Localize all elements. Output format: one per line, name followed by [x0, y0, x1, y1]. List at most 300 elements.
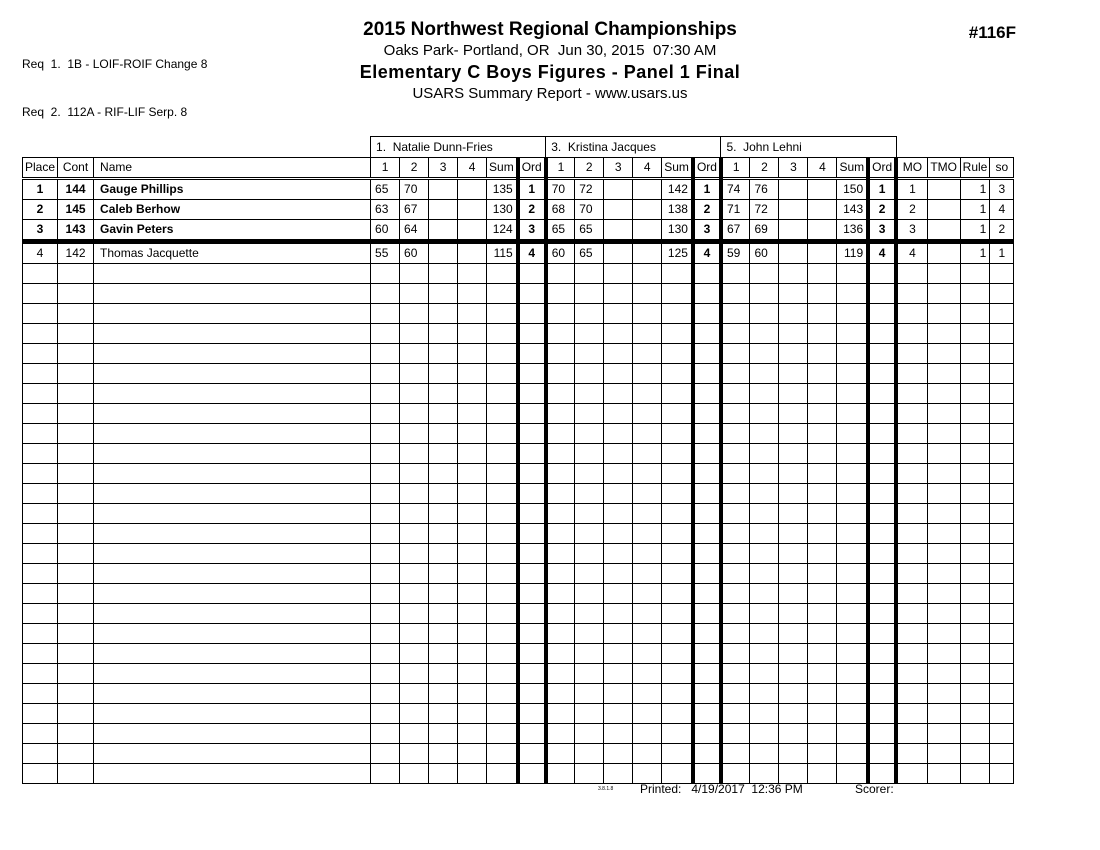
- cont-cell: 144: [58, 179, 94, 200]
- empty-cell: [837, 664, 868, 684]
- empty-cell: [693, 744, 721, 764]
- empty-cell: [58, 744, 94, 764]
- empty-cell: [518, 524, 546, 544]
- empty-cell: [693, 604, 721, 624]
- empty-cell: [808, 264, 837, 284]
- empty-cell: [750, 304, 779, 324]
- empty-cell: [960, 624, 990, 644]
- empty-cell: [662, 424, 693, 444]
- empty-cell: [868, 264, 896, 284]
- empty-cell: [429, 544, 458, 564]
- empty-cell: [94, 624, 371, 644]
- empty-cell: [896, 264, 927, 284]
- col-header: 4: [458, 158, 487, 179]
- empty-cell: [750, 404, 779, 424]
- empty-cell: [721, 664, 750, 684]
- empty-cell: [575, 664, 604, 684]
- score-cell: [458, 220, 487, 242]
- ord-cell: 1: [693, 179, 721, 200]
- empty-cell: [518, 324, 546, 344]
- col-header: 2: [750, 158, 779, 179]
- empty-cell: [779, 584, 808, 604]
- empty-cell: [458, 724, 487, 744]
- empty-cell: [779, 404, 808, 424]
- empty-cell: [837, 284, 868, 304]
- empty-cell: [693, 544, 721, 564]
- empty-cell: [58, 384, 94, 404]
- empty-cell: [546, 344, 575, 364]
- empty-cell: [518, 644, 546, 664]
- judge-header: 1. Natalie Dunn-Fries: [371, 137, 546, 158]
- empty-cell: [429, 704, 458, 724]
- empty-cell: [693, 684, 721, 704]
- empty-cell: [487, 764, 518, 784]
- empty-cell: [58, 644, 94, 664]
- empty-cell: [633, 464, 662, 484]
- empty-cell: [429, 404, 458, 424]
- empty-cell: [960, 264, 990, 284]
- empty-cell: [633, 604, 662, 624]
- empty-cell: [23, 504, 58, 524]
- col-header: 4: [808, 158, 837, 179]
- score-cell: 55: [371, 242, 400, 264]
- empty-cell: [429, 624, 458, 644]
- empty-cell: [58, 604, 94, 624]
- score-cell: 60: [371, 220, 400, 242]
- empty-cell: [837, 704, 868, 724]
- empty-cell: [808, 724, 837, 744]
- empty-cell: [94, 344, 371, 364]
- empty-cell: [487, 484, 518, 504]
- empty-cell: [575, 504, 604, 524]
- empty-cell: [693, 644, 721, 664]
- empty-cell: [837, 604, 868, 624]
- empty-cell: [58, 684, 94, 704]
- so-cell: 3: [990, 179, 1014, 200]
- empty-cell: [808, 564, 837, 584]
- empty-cell: [487, 384, 518, 404]
- empty-cell: [633, 444, 662, 464]
- empty-cell: [960, 644, 990, 664]
- empty-cell: [604, 744, 633, 764]
- empty-cell: [518, 664, 546, 684]
- empty-cell: [487, 304, 518, 324]
- empty-cell: [868, 504, 896, 524]
- empty-cell: [960, 604, 990, 624]
- empty-cell: [458, 764, 487, 784]
- score-cell: [808, 200, 837, 220]
- score-cell: 63: [371, 200, 400, 220]
- empty-cell: [518, 764, 546, 784]
- empty-cell: [58, 484, 94, 504]
- empty-cell: [808, 444, 837, 464]
- empty-cell: [400, 484, 429, 504]
- empty-cell: [721, 584, 750, 604]
- empty-cell: [633, 264, 662, 284]
- empty-cell: [960, 524, 990, 544]
- empty-cell: [23, 444, 58, 464]
- empty-cell: [927, 264, 960, 284]
- scorer-label: Scorer:: [855, 782, 894, 796]
- empty-cell: [604, 424, 633, 444]
- empty-cell: [927, 624, 960, 644]
- judge-row-spacer-left: [23, 137, 371, 158]
- sum-cell: 130: [662, 220, 693, 242]
- so-cell: 2: [990, 220, 1014, 242]
- score-cell: 64: [400, 220, 429, 242]
- empty-cell: [896, 724, 927, 744]
- empty-cell: [750, 324, 779, 344]
- score-cell: 71: [721, 200, 750, 220]
- empty-cell: [808, 344, 837, 364]
- empty-cell: [58, 464, 94, 484]
- empty-cell: [458, 464, 487, 484]
- empty-cell: [575, 464, 604, 484]
- empty-cell: [633, 304, 662, 324]
- empty-cell: [896, 304, 927, 324]
- score-cell: 60: [400, 242, 429, 264]
- empty-cell: [604, 504, 633, 524]
- empty-cell: [400, 664, 429, 684]
- empty-cell: [400, 404, 429, 424]
- empty-cell: [575, 444, 604, 464]
- empty-cell: [546, 624, 575, 644]
- empty-cell: [990, 564, 1014, 584]
- empty-cell: [808, 424, 837, 444]
- empty-cell: [371, 764, 400, 784]
- empty-cell: [546, 284, 575, 304]
- sum-cell: 119: [837, 242, 868, 264]
- empty-cell: [990, 664, 1014, 684]
- score-cell: 70: [400, 179, 429, 200]
- empty-cell: [721, 284, 750, 304]
- score-cell: 67: [721, 220, 750, 242]
- empty-cell: [896, 424, 927, 444]
- judge-header: 3. Kristina Jacques: [546, 137, 721, 158]
- empty-cell: [575, 564, 604, 584]
- empty-cell: [487, 424, 518, 444]
- score-cell: [604, 179, 633, 200]
- empty-cell: [487, 524, 518, 544]
- empty-cell: [808, 664, 837, 684]
- empty-cell: [868, 584, 896, 604]
- empty-cell: [604, 484, 633, 504]
- empty-cell: [575, 684, 604, 704]
- empty-cell: [779, 704, 808, 724]
- empty-cell: [693, 564, 721, 584]
- col-header: 2: [400, 158, 429, 179]
- empty-cell: [990, 604, 1014, 624]
- empty-cell: [371, 464, 400, 484]
- empty-cell: [94, 284, 371, 304]
- empty-cell: [23, 644, 58, 664]
- col-header: Place: [23, 158, 58, 179]
- col-header: Ord: [693, 158, 721, 179]
- empty-cell: [779, 744, 808, 764]
- empty-cell: [960, 484, 990, 504]
- score-cell: 65: [371, 179, 400, 200]
- empty-cell: [633, 364, 662, 384]
- empty-cell: [546, 764, 575, 784]
- empty-cell: [400, 444, 429, 464]
- empty-cell: [458, 444, 487, 464]
- empty-cell: [58, 764, 94, 784]
- tmo-cell: [927, 200, 960, 220]
- empty-cell: [400, 584, 429, 604]
- empty-cell: [371, 304, 400, 324]
- empty-cell: [546, 524, 575, 544]
- empty-cell: [23, 404, 58, 424]
- empty-cell: [94, 604, 371, 624]
- empty-cell: [458, 424, 487, 444]
- empty-cell: [400, 284, 429, 304]
- empty-cell: [400, 304, 429, 324]
- empty-cell: [23, 704, 58, 724]
- empty-cell: [487, 284, 518, 304]
- empty-cell: [94, 524, 371, 544]
- empty-cell: [990, 324, 1014, 344]
- score-cell: [458, 242, 487, 264]
- empty-cell: [400, 724, 429, 744]
- empty-cell: [575, 764, 604, 784]
- empty-cell: [23, 324, 58, 344]
- ord-cell: 2: [868, 200, 896, 220]
- empty-cell: [808, 644, 837, 664]
- empty-cell: [896, 464, 927, 484]
- empty-cell: [779, 764, 808, 784]
- empty-cell: [868, 624, 896, 644]
- empty-cell: [546, 364, 575, 384]
- event-number: #116F: [968, 23, 1016, 42]
- empty-cell: [960, 664, 990, 684]
- empty-cell: [58, 624, 94, 644]
- empty-cell: [750, 704, 779, 724]
- empty-cell: [371, 684, 400, 704]
- empty-cell: [604, 644, 633, 664]
- empty-cell: [662, 724, 693, 744]
- empty-cell: [808, 364, 837, 384]
- empty-cell: [927, 724, 960, 744]
- empty-cell: [896, 404, 927, 424]
- empty-cell: [487, 664, 518, 684]
- empty-cell: [693, 404, 721, 424]
- empty-cell: [371, 344, 400, 364]
- empty-cell: [94, 384, 371, 404]
- empty-cell: [429, 764, 458, 784]
- empty-cell: [693, 444, 721, 464]
- empty-cell: [458, 504, 487, 524]
- empty-cell: [604, 304, 633, 324]
- empty-cell: [693, 284, 721, 304]
- score-cell: [779, 242, 808, 264]
- empty-cell: [23, 744, 58, 764]
- empty-cell: [633, 684, 662, 704]
- empty-cell: [94, 684, 371, 704]
- empty-cell: [868, 464, 896, 484]
- empty-cell: [960, 404, 990, 424]
- empty-cell: [604, 704, 633, 724]
- empty-cell: [927, 424, 960, 444]
- empty-cell: [750, 504, 779, 524]
- empty-cell: [58, 584, 94, 604]
- empty-cell: [94, 704, 371, 724]
- empty-cell: [371, 404, 400, 424]
- empty-cell: [750, 424, 779, 444]
- empty-cell: [927, 644, 960, 664]
- empty-cell: [633, 504, 662, 524]
- empty-cell: [927, 324, 960, 344]
- cont-cell: 145: [58, 200, 94, 220]
- empty-cell: [518, 424, 546, 444]
- empty-cell: [960, 544, 990, 564]
- empty-cell: [633, 424, 662, 444]
- empty-cell: [927, 544, 960, 564]
- col-header: 2: [575, 158, 604, 179]
- empty-cell: [960, 704, 990, 724]
- empty-cell: [662, 484, 693, 504]
- empty-cell: [750, 624, 779, 644]
- empty-cell: [693, 764, 721, 784]
- empty-cell: [896, 484, 927, 504]
- empty-cell: [23, 584, 58, 604]
- ord-cell: 2: [693, 200, 721, 220]
- score-cell: 76: [750, 179, 779, 200]
- empty-cell: [94, 584, 371, 604]
- empty-cell: [693, 344, 721, 364]
- cont-cell: 143: [58, 220, 94, 242]
- empty-cell: [487, 344, 518, 364]
- empty-cell: [546, 544, 575, 564]
- empty-cell: [575, 544, 604, 564]
- empty-cell: [990, 504, 1014, 524]
- empty-cell: [487, 324, 518, 344]
- empty-cell: [546, 704, 575, 724]
- empty-cell: [693, 364, 721, 384]
- empty-cell: [779, 444, 808, 464]
- empty-cell: [750, 684, 779, 704]
- empty-cell: [400, 564, 429, 584]
- empty-cell: [633, 724, 662, 744]
- empty-cell: [662, 364, 693, 384]
- empty-cell: [896, 384, 927, 404]
- empty-cell: [604, 264, 633, 284]
- empty-cell: [990, 544, 1014, 564]
- version-text: 3.8.1.8: [598, 786, 614, 792]
- venue-date-line: Oaks Park- Portland, OR Jun 30, 2015 07:30 AM: [383, 42, 717, 59]
- empty-cell: [58, 304, 94, 324]
- empty-cell: [750, 384, 779, 404]
- empty-cell: [23, 524, 58, 544]
- empty-cell: [837, 564, 868, 584]
- empty-cell: [868, 284, 896, 304]
- empty-cell: [546, 464, 575, 484]
- empty-cell: [721, 424, 750, 444]
- empty-cell: [750, 524, 779, 544]
- empty-cell: [960, 364, 990, 384]
- empty-cell: [927, 764, 960, 784]
- empty-cell: [927, 344, 960, 364]
- empty-cell: [23, 364, 58, 384]
- empty-cell: [896, 624, 927, 644]
- empty-cell: [808, 284, 837, 304]
- empty-cell: [458, 384, 487, 404]
- printed-timestamp: [640, 782, 803, 796]
- empty-cell: [371, 564, 400, 584]
- empty-cell: [896, 704, 927, 724]
- empty-cell: [429, 364, 458, 384]
- score-cell: 65: [575, 242, 604, 264]
- empty-cell: [721, 624, 750, 644]
- score-cell: [808, 242, 837, 264]
- empty-cell: [429, 324, 458, 344]
- place-cell: 2: [23, 200, 58, 220]
- empty-cell: [546, 644, 575, 664]
- empty-cell: [750, 664, 779, 684]
- empty-cell: [750, 284, 779, 304]
- empty-cell: [458, 704, 487, 724]
- empty-cell: [721, 684, 750, 704]
- empty-cell: [604, 564, 633, 584]
- empty-cell: [990, 724, 1014, 744]
- col-header: Ord: [868, 158, 896, 179]
- empty-cell: [868, 604, 896, 624]
- empty-cell: [808, 524, 837, 544]
- empty-cell: [518, 264, 546, 284]
- score-cell: [458, 200, 487, 220]
- ord-cell: 4: [868, 242, 896, 264]
- empty-cell: [604, 284, 633, 304]
- empty-cell: [633, 704, 662, 724]
- empty-cell: [546, 304, 575, 324]
- empty-cell: [575, 284, 604, 304]
- empty-cell: [371, 744, 400, 764]
- empty-cell: [662, 664, 693, 684]
- empty-cell: [779, 544, 808, 564]
- report-header: [0, 19, 1100, 102]
- empty-cell: [896, 324, 927, 344]
- empty-cell: [779, 264, 808, 284]
- empty-cell: [750, 584, 779, 604]
- empty-cell: [927, 524, 960, 544]
- empty-cell: [518, 484, 546, 504]
- empty-cell: [546, 264, 575, 284]
- empty-cell: [546, 744, 575, 764]
- empty-cell: [868, 544, 896, 564]
- so-cell: 4: [990, 200, 1014, 220]
- empty-cell: [662, 604, 693, 624]
- empty-cell: [518, 544, 546, 564]
- empty-cell: [808, 304, 837, 324]
- empty-cell: [58, 404, 94, 424]
- empty-cell: [23, 284, 58, 304]
- empty-cell: [808, 404, 837, 424]
- empty-cell: [604, 624, 633, 644]
- empty-cell: [458, 284, 487, 304]
- sum-cell: 150: [837, 179, 868, 200]
- empty-cell: [429, 504, 458, 524]
- empty-cell: [837, 384, 868, 404]
- empty-cell: [868, 644, 896, 664]
- empty-cell: [546, 424, 575, 444]
- name-cell: Caleb Berhow: [94, 200, 371, 220]
- empty-cell: [837, 524, 868, 544]
- empty-cell: [58, 544, 94, 564]
- empty-cell: [721, 644, 750, 664]
- empty-cell: [458, 404, 487, 424]
- empty-cell: [429, 524, 458, 544]
- empty-cell: [960, 564, 990, 584]
- ord-cell: 1: [868, 179, 896, 200]
